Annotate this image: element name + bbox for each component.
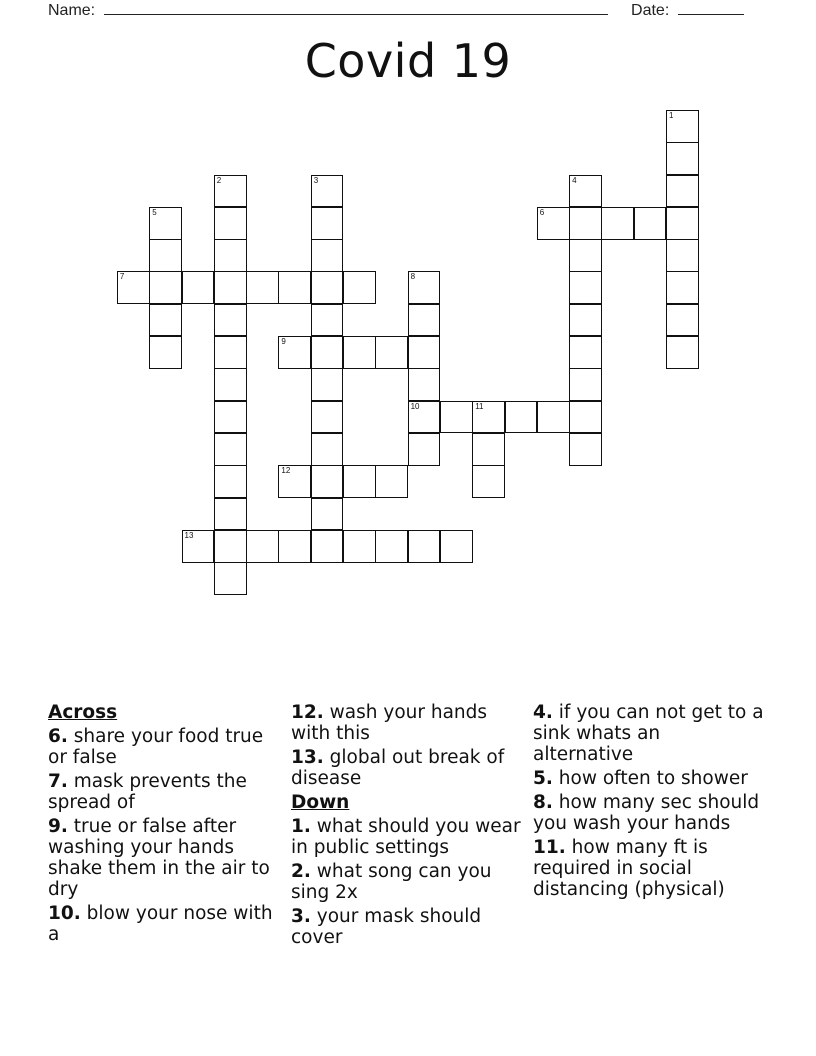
cell-number: 11: [475, 401, 484, 411]
grid-cell[interactable]: [214, 498, 247, 531]
grid-cell[interactable]: [214, 207, 247, 240]
grid-cell[interactable]: [149, 207, 182, 240]
grid-cell[interactable]: [408, 271, 441, 304]
grid-cell[interactable]: [246, 530, 279, 563]
clue-text: your mask should cover: [291, 906, 482, 948]
clue-text: mask prevents the spread of: [48, 771, 247, 813]
clue-number: 7.: [48, 771, 68, 792]
clue-item: [291, 906, 523, 948]
grid-cell[interactable]: [311, 433, 344, 466]
grid-cell[interactable]: [375, 336, 408, 369]
grid-cell[interactable]: [666, 175, 699, 208]
across-heading: Across: [48, 702, 118, 723]
cell-number: 4: [572, 175, 577, 185]
clue-item: [533, 702, 765, 765]
cell-number: 9: [281, 337, 286, 346]
clue-text: how often to shower: [552, 768, 748, 789]
grid-cell[interactable]: [666, 142, 699, 175]
grid-cell[interactable]: [472, 433, 505, 466]
grid-cell[interactable]: [569, 239, 602, 272]
grid-cell[interactable]: [440, 530, 473, 563]
grid-cell[interactable]: [666, 271, 699, 304]
grid-cell[interactable]: [408, 433, 441, 466]
grid-cell[interactable]: [149, 304, 182, 337]
clue-text: blow your nose with a: [48, 903, 273, 945]
cell-number: 2: [216, 175, 222, 185]
clue-text: wash your hands with this: [291, 702, 488, 744]
grid-cell[interactable]: [569, 271, 602, 304]
clue-text: how many sec should you wash your hands: [533, 792, 760, 834]
clue-text: what song can you sing 2x: [291, 861, 492, 903]
grid-cell[interactable]: [278, 271, 311, 304]
clue-column-1: [48, 702, 280, 948]
grid-cell[interactable]: [569, 433, 602, 466]
grid-cell[interactable]: [214, 304, 247, 337]
clue-column-3: [533, 702, 765, 903]
cell-number: 6: [539, 207, 545, 217]
clue-number: 9.: [48, 816, 68, 837]
cell-number: 8: [410, 272, 416, 282]
grid-cell[interactable]: [343, 465, 376, 498]
clue-item: [533, 768, 765, 789]
grid-cell[interactable]: [311, 175, 344, 208]
grid-cell[interactable]: [311, 465, 344, 498]
grid-cell[interactable]: [214, 271, 247, 304]
grid-cell[interactable]: [537, 207, 570, 240]
clue-item: [48, 816, 280, 900]
clue-text: global out break of disease: [291, 747, 505, 789]
grid-cell[interactable]: [666, 239, 699, 272]
grid-cell[interactable]: [634, 207, 667, 240]
grid-cell[interactable]: [214, 401, 247, 434]
clue-number: 1.: [291, 816, 311, 837]
grid-cell[interactable]: [311, 271, 344, 304]
grid-cell[interactable]: [408, 530, 441, 563]
clue-number: 4.: [533, 702, 553, 723]
clue-number: 12.: [291, 702, 324, 723]
grid-cell[interactable]: [214, 368, 247, 401]
clue-text: share your food true or false: [48, 726, 264, 768]
clue-text: if you can not get to a sink whats an alternative: [533, 702, 764, 765]
grid-cell[interactable]: [408, 368, 441, 401]
clue-column-2: [291, 702, 523, 951]
grid-cell[interactable]: [182, 271, 215, 304]
grid-cell[interactable]: [408, 401, 441, 434]
clue-item: [48, 903, 280, 945]
down-heading: Down: [291, 792, 350, 813]
cell-number: 7: [119, 272, 125, 282]
date-label: Date:: [631, 2, 670, 19]
clue-item: [291, 861, 523, 903]
grid-cell[interactable]: [149, 239, 182, 272]
clue-number: 2.: [291, 861, 311, 882]
clue-text: true or false after washing your hands shake them in the air to dry: [48, 816, 270, 900]
grid-cell[interactable]: [311, 368, 344, 401]
grid-cell[interactable]: [569, 304, 602, 337]
clue-item: [533, 792, 765, 834]
grid-cell[interactable]: [408, 336, 441, 369]
clue-item: [533, 837, 765, 900]
grid-cell[interactable]: [569, 207, 602, 240]
grid-cell[interactable]: [408, 304, 441, 337]
page-title: Covid 19: [304, 34, 512, 88]
clue-number: 11.: [533, 837, 566, 858]
clue-item: [291, 816, 523, 858]
clue-number: 13.: [291, 747, 324, 768]
grid-cell[interactable]: [311, 336, 344, 369]
grid-cell[interactable]: [343, 271, 376, 304]
grid-cell[interactable]: [149, 271, 182, 304]
grid-cell[interactable]: [311, 498, 344, 531]
grid-cell[interactable]: [311, 530, 344, 563]
grid-cell[interactable]: [601, 207, 634, 240]
grid-cell[interactable]: [214, 239, 247, 272]
grid-cell[interactable]: [246, 271, 279, 304]
grid-cell[interactable]: [440, 401, 473, 434]
grid-cell[interactable]: [569, 175, 602, 208]
name-label: Name:: [48, 2, 96, 19]
grid-cell[interactable]: [472, 465, 505, 498]
clue-item: [291, 702, 523, 744]
clue-number: 3.: [291, 906, 311, 927]
clue-text: what should you wear in public settings: [291, 816, 521, 858]
grid-cell[interactable]: [214, 175, 247, 208]
grid-cell[interactable]: [666, 110, 699, 143]
across-continued: [291, 702, 523, 789]
grid-cell[interactable]: [343, 530, 376, 563]
grid-cell[interactable]: [569, 368, 602, 401]
grid-cell[interactable]: [214, 433, 247, 466]
grid-cell[interactable]: [278, 465, 311, 498]
clue-item: [291, 747, 523, 789]
grid-cell[interactable]: [343, 336, 376, 369]
grid-cell[interactable]: [214, 336, 247, 369]
grid-cell[interactable]: [537, 401, 570, 434]
clue-text: how many ft is required in social distancing (physical): [533, 837, 725, 900]
grid-cell[interactable]: [311, 401, 344, 434]
grid-cell[interactable]: [666, 207, 699, 240]
grid-cell[interactable]: [505, 401, 538, 434]
cell-number: 13: [184, 530, 194, 540]
grid-cell[interactable]: [375, 465, 408, 498]
grid-cell[interactable]: [214, 465, 247, 498]
clue-number: 10.: [48, 903, 81, 924]
grid-cell[interactable]: [182, 530, 215, 563]
clue-number: 5.: [533, 768, 553, 789]
grid-cell[interactable]: [311, 207, 344, 240]
grid-cell[interactable]: [278, 336, 311, 369]
down-clues: [291, 816, 523, 948]
grid-cell[interactable]: [666, 336, 699, 369]
clue-item: [48, 771, 280, 813]
grid-cell[interactable]: [666, 304, 699, 337]
cell-number: 3: [313, 175, 319, 185]
grid-cell[interactable]: [278, 530, 311, 563]
grid-cell[interactable]: [311, 239, 344, 272]
grid-cell[interactable]: [214, 530, 247, 563]
cell-number: 5: [152, 207, 157, 217]
cell-number: 10: [410, 401, 420, 411]
grid-cell[interactable]: [311, 304, 344, 337]
clue-item: [48, 726, 280, 768]
grid-cell[interactable]: [117, 271, 150, 304]
grid-cell[interactable]: [375, 530, 408, 563]
cell-number: 12: [281, 466, 291, 476]
grid-cell[interactable]: [569, 401, 602, 434]
cell-number: 1: [669, 110, 674, 120]
clue-number: 6.: [48, 726, 68, 747]
clue-number: 8.: [533, 792, 553, 813]
grid-cell[interactable]: [214, 562, 247, 595]
grid-cell[interactable]: [472, 401, 505, 434]
grid-cell[interactable]: [569, 336, 602, 369]
grid-cell[interactable]: [149, 336, 182, 369]
